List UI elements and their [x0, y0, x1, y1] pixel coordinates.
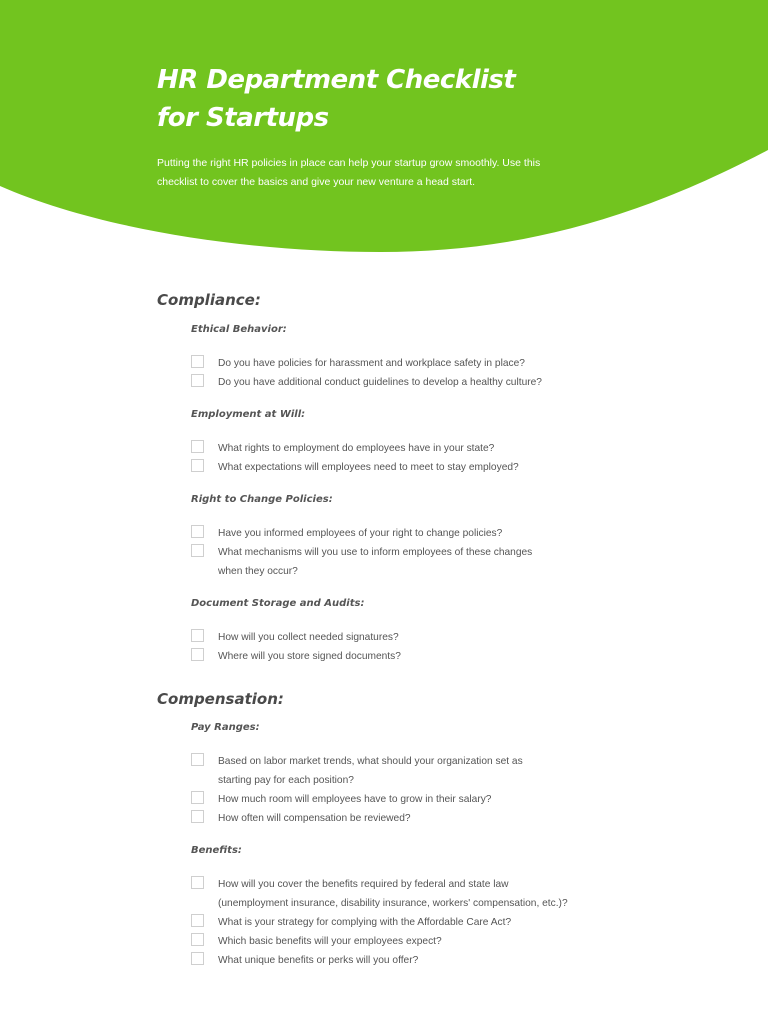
checkbox[interactable] [191, 544, 204, 557]
checklist-item-text: Have you informed employees of your right to change policies? [218, 528, 503, 539]
subsection-title-benefits: Benefits: [191, 845, 242, 856]
checkbox[interactable] [191, 355, 204, 368]
checkbox[interactable] [191, 791, 204, 804]
checkbox[interactable] [191, 952, 204, 965]
checklist-item-text: How much room will employees have to grow in their salary? [218, 794, 492, 805]
checklist-item-text: How often will compensation be reviewed? [218, 813, 411, 824]
subsection-title-ethical-behavior: Ethical Behavior: [191, 324, 287, 335]
checklist-item-text [218, 875, 608, 913]
checklist-item-text: What expectations will employees need to meet to stay employed? [218, 462, 519, 473]
subsection-title-right-to-change-policies: Right to Change Policies: [191, 494, 333, 505]
checklist-item-text: Which basic benefits will your employees expect? [218, 936, 442, 947]
checkbox[interactable] [191, 810, 204, 823]
subsection-title-employment-at-will: Employment at Will: [191, 409, 306, 420]
checklist-item-text: What rights to employment do employees have in your state? [218, 443, 495, 454]
checklist-item-text: Do you have additional conduct guidelines to develop a healthy culture? [218, 377, 542, 388]
checklist-item-text-line1: How will you cover the benefits required by federal and state law [218, 879, 509, 890]
checkbox[interactable] [191, 648, 204, 661]
checklist-item-text-line2: starting pay for each position? [218, 775, 354, 786]
section-title-compensation: Compensation: [157, 690, 284, 708]
checkbox[interactable] [191, 933, 204, 946]
checklist-item-text: How will you collect needed signatures? [218, 632, 399, 643]
checklist-item-text-line2: when they occur? [218, 566, 298, 577]
checkbox[interactable] [191, 459, 204, 472]
page-title-line1: HR Department Checklist [157, 65, 516, 95]
section-title-compliance: Compliance: [157, 291, 261, 309]
checklist-item-text: Do you have policies for harassment and workplace safety in place? [218, 358, 525, 369]
checklist-item-text: Where will you store signed documents? [218, 651, 401, 662]
subsection-title-pay-ranges: Pay Ranges: [191, 722, 260, 733]
checklist-item-text-line2: (unemployment insurance, disability insurance, workers' compensation, etc.)? [218, 898, 568, 909]
checkbox[interactable] [191, 629, 204, 642]
intro-text [157, 154, 557, 192]
page-title [157, 61, 515, 137]
checkbox[interactable] [191, 440, 204, 453]
checkbox[interactable] [191, 876, 204, 889]
checklist-item-text: What is your strategy for complying with the Affordable Care Act? [218, 917, 512, 928]
page-title-line2: for Startups [157, 103, 329, 133]
checkbox[interactable] [191, 914, 204, 927]
intro-line1: Putting the right HR policies in place can help your startup grow smoothly. Use this [157, 157, 541, 169]
checklist-item-text [218, 752, 608, 790]
checkbox[interactable] [191, 753, 204, 766]
subsection-title-document-storage: Document Storage and Audits: [191, 598, 365, 609]
checklist-item-text-line1: Based on labor market trends, what should your organization set as [218, 756, 523, 767]
checklist-item-text-line1: What mechanisms will you use to inform employees of these changes [218, 547, 533, 558]
checkbox[interactable] [191, 525, 204, 538]
intro-line2: checklist to cover the basics and give your new venture a head start. [157, 176, 476, 188]
checklist-item-text: What unique benefits or perks will you offer? [218, 955, 419, 966]
checklist-item-text [218, 543, 608, 581]
checkbox[interactable] [191, 374, 204, 387]
